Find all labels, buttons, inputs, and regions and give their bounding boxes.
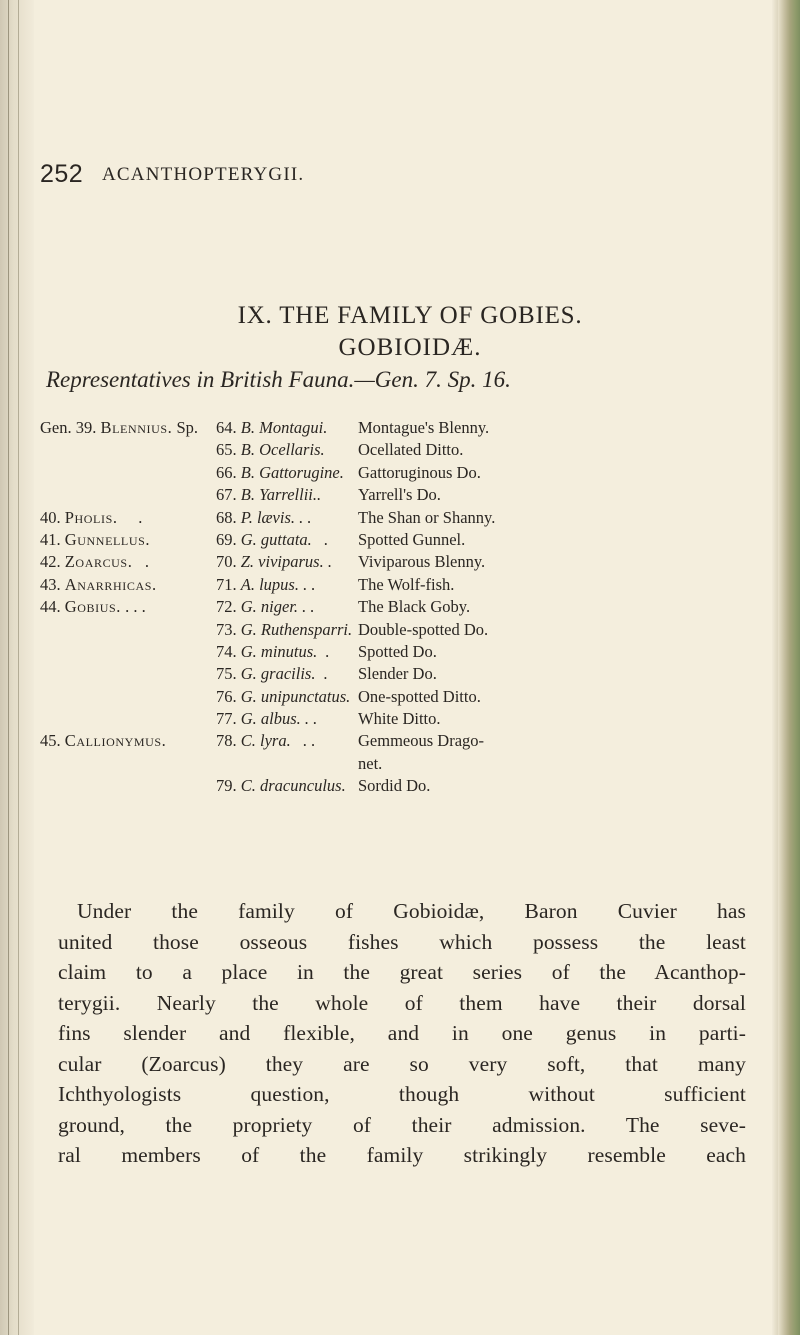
species-number: 67. [216, 485, 241, 505]
species-cell [216, 484, 361, 506]
common-name: One-spotted Ditto. [358, 686, 481, 706]
species-name: G. albus. . . [240, 709, 318, 729]
genus-cell [40, 574, 220, 596]
species-cell [216, 775, 361, 797]
species-name: B. Yarrellii.. [240, 485, 322, 505]
species-cell [216, 529, 361, 551]
family-subtitle: GOBIOIDÆ. [338, 334, 482, 361]
species-name: B. Gattorugine. [240, 462, 344, 482]
page-binding-edge [0, 0, 34, 1335]
species-number: 68. [216, 507, 241, 527]
species-cell [216, 596, 361, 618]
common-name: Spotted Do. [358, 641, 437, 661]
common-name: Gemmeous Drago- [358, 731, 485, 751]
common-name: The Shan or Shanny. [358, 507, 496, 527]
body-line: ground, the propriety of their admission. The seve- [58, 1112, 746, 1137]
species-row [40, 663, 750, 685]
species-row [40, 529, 750, 551]
genus-cell [40, 596, 220, 618]
species-name: G. unipunctatus. [240, 686, 351, 706]
species-number: 71. [216, 574, 241, 594]
genus-name: Blennius. [100, 418, 173, 437]
species-row [40, 507, 750, 529]
genus-cell [40, 507, 220, 529]
genus-name: Pholis. [64, 507, 118, 527]
species-table [40, 417, 750, 798]
species-row [40, 551, 750, 573]
species-number: 70. [216, 552, 241, 572]
species-cell [216, 507, 361, 529]
common-name: Montague's Blenny. [358, 418, 490, 437]
species-number: 79. [216, 776, 241, 796]
species-cell [216, 462, 361, 484]
common-name: White Ditto. [358, 709, 441, 729]
species-name: G. minutus. . [240, 641, 330, 661]
species-row [40, 417, 750, 439]
common-name: Gattoruginous Do. [358, 462, 481, 482]
body-line: united those osseous fishes which possess the least [58, 929, 746, 954]
body-line: cular (Zoarcus) they are so very soft, that many [58, 1051, 746, 1076]
body-line: claim to a place in the great series of the Acanthop- [58, 960, 746, 984]
body-line: terygii. Nearly the whole of them have their dorsal [58, 990, 746, 1015]
body-line: ral members of the family strikingly resemble each [58, 1143, 746, 1167]
species-cell [216, 641, 361, 663]
species-cell [216, 417, 361, 439]
species-name: G. guttata. . [240, 529, 329, 549]
common-name: Slender Do. [358, 664, 437, 684]
genus-cell [40, 551, 220, 573]
genus-cell [40, 529, 220, 551]
body-line: Under the family of Gobioidæ, Baron Cuvier has [77, 899, 746, 923]
species-name: A. lupus. . . [240, 574, 316, 594]
species-number: 64. [216, 418, 241, 437]
genus-name: Callionymus. [64, 731, 167, 751]
species-name: B. Ocellaris. [240, 440, 325, 460]
genus-number: 40. [40, 507, 65, 527]
species-row [40, 596, 750, 618]
common-name: Spotted Gunnel. [358, 529, 466, 549]
running-head [40, 160, 740, 190]
species-row [40, 574, 750, 596]
species-row [40, 462, 750, 484]
species-name: P. lævis. . . [240, 507, 312, 527]
family-title: IX. THE FAMILY OF GOBIES. [237, 302, 583, 329]
body-paragraph [58, 896, 746, 1171]
genus-number: 45. [40, 731, 65, 751]
species-row [40, 686, 750, 708]
common-name: Ocellated Ditto. [358, 440, 464, 460]
page-fore-edge [778, 0, 800, 1335]
genus-tail: . [132, 552, 149, 572]
species-number: 76. [216, 686, 241, 706]
body-line: Ichthyologists question, though without sufficient [58, 1082, 746, 1106]
genus-number: 43. [40, 574, 65, 594]
genus-tail: . [117, 507, 143, 527]
representatives-line: Representatives in British Fauna.—Gen. 7. Sp. 16. [46, 367, 511, 392]
species-cell [216, 619, 361, 641]
body-line: fins slender and flexible, and in one genus in parti- [58, 1021, 746, 1045]
species-number: 77. [216, 709, 241, 729]
species-row [40, 753, 750, 775]
species-cell [216, 708, 361, 730]
common-name: Sordid Do. [358, 776, 431, 796]
common-name: net. [358, 753, 383, 773]
common-name: Double-spotted Do. [358, 619, 489, 639]
genus-tail: Sp. [172, 418, 199, 437]
species-number: 65. [216, 440, 241, 460]
chapter-heading [70, 300, 750, 364]
running-title: ACANTHOPTERYGII. [102, 164, 305, 185]
species-number: 78. [216, 731, 241, 751]
species-name: G. Ruthensparri. [240, 619, 353, 639]
common-name: Viviparous Blenny. [358, 552, 486, 572]
genus-cell [40, 730, 220, 752]
species-row [40, 708, 750, 730]
species-row [40, 619, 750, 641]
species-number: 69. [216, 529, 241, 549]
species-name: C. lyra. . . [240, 731, 316, 751]
species-name: G. niger. . . [240, 597, 315, 617]
species-name: C. dracunculus. [240, 776, 346, 796]
book-page [40, 0, 770, 1335]
common-name: The Wolf-fish. [358, 574, 455, 594]
species-number: 72. [216, 597, 241, 617]
species-number: 75. [216, 664, 241, 684]
genus-cell [40, 417, 220, 439]
genus-name: Gobius. [64, 597, 121, 617]
species-number: 66. [216, 462, 241, 482]
species-cell [216, 730, 361, 752]
species-cell [216, 551, 361, 573]
genus-number: 42. [40, 552, 65, 572]
species-name: G. gracilis. . [240, 664, 328, 684]
genus-name: Zoarcus. [64, 552, 133, 572]
genus-name: Gunnellus. [64, 529, 151, 549]
species-row [40, 775, 750, 797]
species-row [40, 641, 750, 663]
species-row [40, 730, 750, 752]
species-row [40, 484, 750, 506]
genus-number: 44. [40, 597, 65, 617]
species-cell [216, 439, 361, 461]
species-name: B. Montagui. [240, 418, 328, 437]
common-name: Yarrell's Do. [358, 485, 441, 505]
species-name: Z. viviparus. . [240, 552, 332, 572]
species-cell [216, 686, 361, 708]
genus-name: Anarrhicas. [64, 574, 157, 594]
species-cell [216, 574, 361, 596]
species-row [40, 439, 750, 461]
species-number: 73. [216, 619, 241, 639]
genus-number: 41. [40, 529, 65, 549]
common-name: The Black Goby. [358, 597, 471, 617]
page-number: 252 [40, 160, 84, 188]
species-cell [216, 663, 361, 685]
genus-tail: . . . [121, 597, 146, 617]
species-number: 74. [216, 641, 241, 661]
genus-number: Gen. 39. [40, 418, 101, 437]
